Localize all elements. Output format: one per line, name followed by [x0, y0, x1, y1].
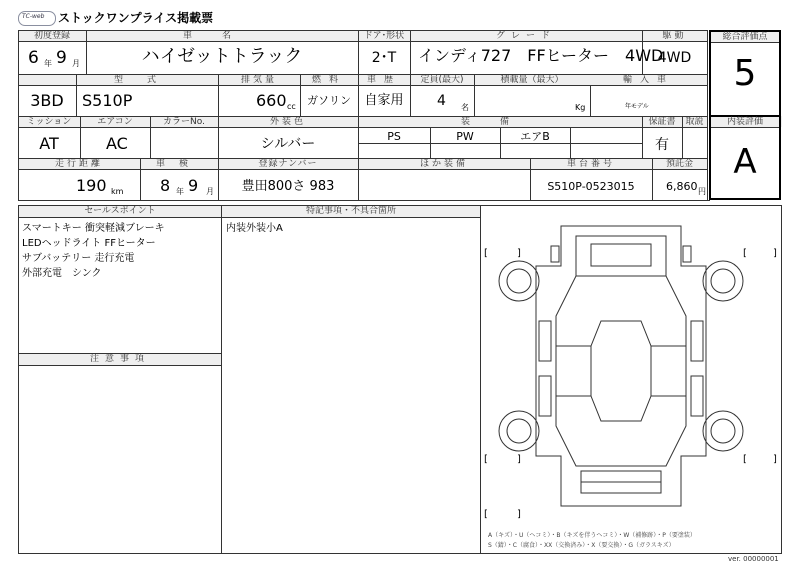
- model-year-unit: 年モデル: [625, 103, 649, 110]
- mileage-unit: km: [111, 187, 124, 196]
- note-1: 内装外装小A: [226, 223, 283, 234]
- label-caution: 注意事項: [89, 354, 150, 364]
- plate: 豊田800さ 983: [241, 179, 335, 194]
- label-mission: ミッション: [26, 117, 72, 127]
- grade: インディ727 FFヒーター 4WD: [418, 46, 664, 65]
- drive: 4WD: [657, 50, 692, 66]
- logo-text: TC-web: [22, 13, 45, 20]
- reg-month-unit: 月: [72, 59, 80, 68]
- deposit-unit: 円: [698, 187, 706, 196]
- equip-3: エアB: [520, 130, 550, 143]
- chassis-no: S510P-0523015: [547, 180, 635, 193]
- label-load: 積載量（最大）: [500, 75, 564, 85]
- bracket-close-1: ]: [517, 248, 521, 259]
- overall-score: 5: [733, 53, 757, 94]
- label-grade: グレード: [495, 31, 556, 41]
- label-sales-points: セールスポイント: [84, 206, 156, 216]
- model-prefix: 3BD: [30, 91, 64, 110]
- insp-month-unit: 月: [206, 187, 214, 196]
- label-ext-color: 外装色: [269, 117, 306, 127]
- capacity: 4: [437, 93, 446, 109]
- legend-line-2: S（錆）・C（腐食）・XX（交換済み）・X（要交換）・G（ガラスキズ）: [488, 542, 675, 549]
- label-model: 型式: [113, 75, 180, 85]
- label-door-type: ドア･形状: [363, 31, 405, 41]
- car-name: ハイゼットトラック: [141, 46, 303, 67]
- version: ver. 00000001: [728, 555, 779, 563]
- label-color-no: カラーNo.: [163, 117, 205, 127]
- insp-year-unit: 年: [176, 187, 184, 196]
- label-equipment: 装備: [460, 117, 539, 127]
- reg-year: 6: [28, 48, 39, 68]
- label-other-equip: ほか装備: [419, 159, 468, 169]
- mileage: 190: [76, 176, 107, 195]
- label-plate: 登録ナンバー: [258, 159, 318, 169]
- interior-score: A: [733, 142, 757, 182]
- label-inspection: 車検: [155, 159, 202, 169]
- equip-2: PW: [456, 130, 474, 143]
- label-mileage: 走行距離: [54, 159, 103, 169]
- bracket-close-2: ]: [773, 248, 777, 259]
- bracket-open-1: [: [484, 248, 488, 259]
- legend-line-1: A（キズ）・U（ヘコミ）・B（キズを伴うヘコミ）・W（補修跡）・P（要塗装）: [488, 532, 696, 539]
- sales-point-1: スマートキー 衝突軽減ブレーキ: [22, 223, 165, 234]
- label-warranty: 保証書: [648, 117, 676, 127]
- ext-color: シルバー: [260, 136, 316, 152]
- door-type: 2･T: [371, 50, 397, 66]
- displacement: 660: [256, 91, 287, 110]
- sales-point-4: 外部充電 シンク: [22, 268, 102, 279]
- mission: AT: [39, 134, 59, 153]
- bracket-close-4: ]: [773, 454, 777, 465]
- bracket-open-5: [: [484, 509, 488, 520]
- label-vehicle-history: 車歴: [366, 75, 401, 85]
- reg-month: 9: [56, 48, 67, 68]
- label-overall-score: 総合評価点: [722, 32, 768, 42]
- equip-1: PS: [387, 130, 401, 143]
- reg-year-unit: 年: [44, 59, 52, 68]
- bracket-close-3: ]: [517, 454, 521, 465]
- label-drive: 駆動: [662, 31, 687, 41]
- label-aircon: エアコン: [97, 117, 133, 127]
- label-first-reg: 初度登録: [33, 31, 70, 41]
- insp-month: 9: [188, 176, 199, 195]
- load-unit: Kg: [575, 103, 586, 112]
- bracket-open-3: [: [484, 454, 488, 465]
- label-manual: 取説: [685, 117, 704, 127]
- vehicle-history: 自家用: [364, 93, 404, 108]
- warranty: 有: [655, 137, 669, 153]
- label-notes: 特記事項・不具合箇所: [305, 206, 396, 216]
- insp-year: 8: [160, 176, 171, 195]
- vehicle-diagram: [481, 206, 781, 534]
- label-interior-score: 内装評価: [726, 117, 763, 127]
- bracket-close-5: ]: [517, 509, 521, 520]
- sales-point-3: サブバッテリー 走行充電: [22, 253, 135, 264]
- label-capacity: 定員(最大): [420, 75, 464, 85]
- bracket-open-2: [: [743, 248, 747, 259]
- aircon: AC: [106, 134, 128, 153]
- deposit: 6,860: [666, 180, 698, 193]
- label-displacement: 排気量: [240, 75, 277, 85]
- label-fuel: 燃料: [311, 75, 346, 85]
- capacity-unit: 名: [461, 103, 469, 112]
- label-deposit: 預託金: [665, 159, 693, 169]
- label-chassis-no: 車台番号: [566, 159, 615, 169]
- bracket-open-4: [: [743, 454, 747, 465]
- label-car-name: 車名: [182, 31, 261, 41]
- label-import: 輸入車: [622, 75, 674, 85]
- model: S510P: [82, 91, 133, 110]
- sales-point-2: LEDヘッドライト FFヒーター: [22, 238, 156, 249]
- fuel: ガソリン: [307, 94, 351, 107]
- displacement-unit: cc: [287, 102, 296, 111]
- page-title: ストックワンプライス掲載票: [58, 11, 214, 25]
